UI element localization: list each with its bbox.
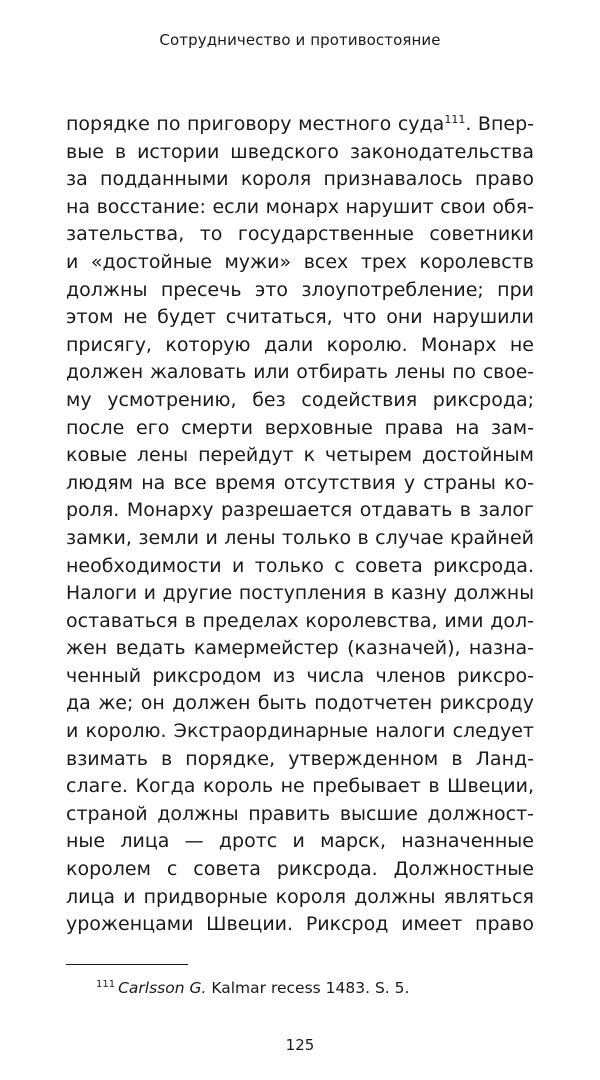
text-line: королем с совета риксрода. Должностные xyxy=(66,858,534,881)
text-line: должен жаловать или отбирать лены по свое- xyxy=(66,362,534,384)
text-line: лица и придворные короля должны являться xyxy=(66,885,534,908)
body-text xyxy=(66,111,534,939)
text-line: жен ведать камермейстер (казначей), назна- xyxy=(66,637,534,660)
text-line: ные лица — дротс и марск, назначенные xyxy=(66,830,534,853)
text-line: зательства, то государственные советники xyxy=(66,223,534,246)
text-line: после его смерти верховные права на зам- xyxy=(66,416,534,439)
text-line xyxy=(66,111,534,139)
text-line: слаге. Когда король не пребывает в Швеции, xyxy=(66,775,534,798)
text-line: взимать в порядке, утвержденном в Ланд- xyxy=(66,747,534,770)
footnote-number: 111 xyxy=(96,979,116,990)
text-line: за подданными короля признавалось право xyxy=(66,168,534,191)
text-line: роля. Монарху разрешается отдавать в залог xyxy=(66,499,534,522)
text-line: и королю. Экстраординарные налоги следует xyxy=(66,720,534,743)
text-line-end: . Впер- xyxy=(465,113,534,135)
text-line: необходимости и только с совета риксрода. xyxy=(66,554,534,577)
text-line: вые в истории шведского законодательства xyxy=(66,140,534,163)
text-line: ковые лены перейдут к четырем достойным xyxy=(66,444,534,467)
footnote-author: Carlsson G. xyxy=(118,979,207,997)
text-line: этом не будет считаться, что они нарушили xyxy=(66,306,534,329)
text-line: ченный риксродом из числа членов риксро- xyxy=(66,664,534,687)
text-line: уроженцами Швеции. Риксрод имеет право xyxy=(66,913,534,936)
text-line: замки, земли и лены только в случае крайней xyxy=(66,526,534,549)
text-line: присягу, которую дали королю. Монарх не xyxy=(66,333,534,356)
footnote-reference: 111 xyxy=(444,113,466,126)
page-number: 125 xyxy=(285,1036,315,1054)
text-line: оставаться в пределах королевства, ими дол- xyxy=(66,609,534,632)
text-line: Налоги и другие поступления в казну должны xyxy=(66,583,534,605)
text-line-start: порядке по приговору местного суда xyxy=(66,113,445,135)
text-line: да же; он должен быть подотчетен риксроду xyxy=(66,692,534,715)
text-line: людям на все время отсутствия у страны ко- xyxy=(66,471,534,494)
text-line: и «достойные мужи» всех трех королевств xyxy=(66,250,534,273)
footnote-text: Kalmar recess 1483. S. 5. xyxy=(206,979,410,997)
text-line: страной должны править высшие должност- xyxy=(66,802,534,825)
text-line: му усмотрению, без содействия риксрода; xyxy=(66,388,534,411)
text-line: на восстание: если монарх нарушит свои обя- xyxy=(66,195,534,218)
footnote xyxy=(96,979,409,997)
text-line: должны пресечь это злоупотребление; при xyxy=(66,278,534,301)
running-header: Сотрудничество и противостояние xyxy=(159,31,441,49)
footnote-divider xyxy=(66,964,188,965)
